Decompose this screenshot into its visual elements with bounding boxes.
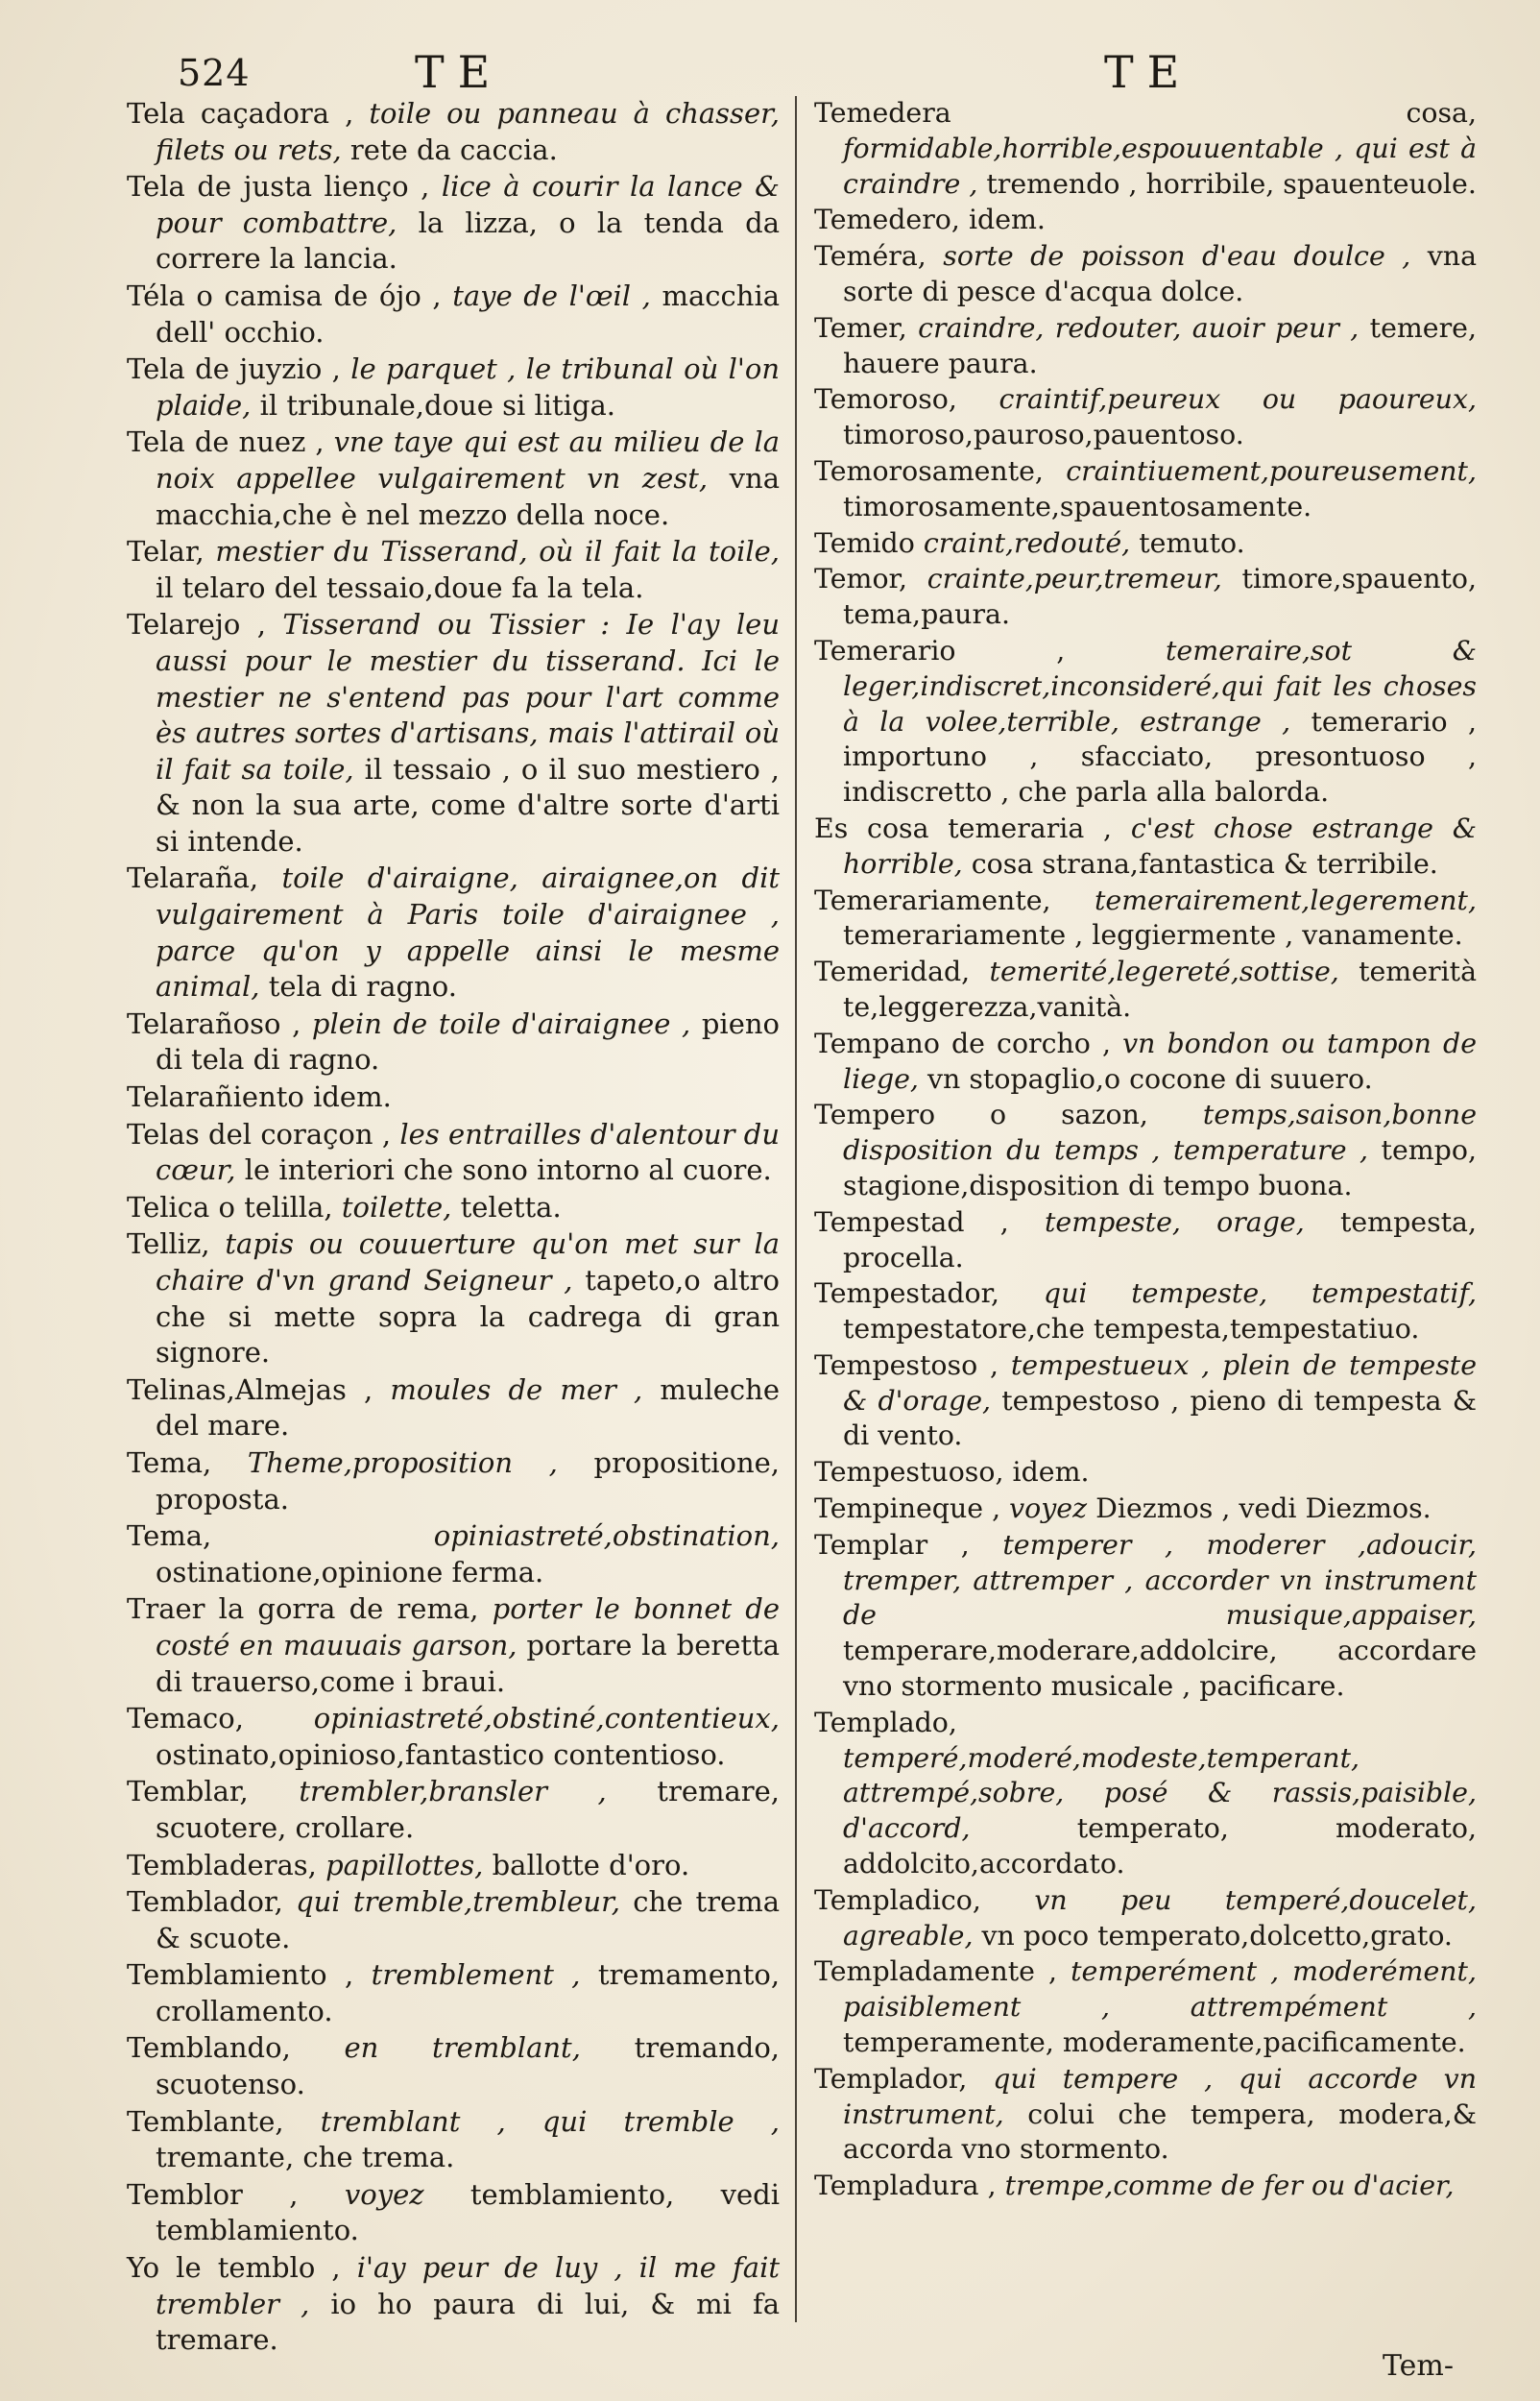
french-gloss: toilette, bbox=[341, 1190, 452, 1224]
dictionary-entry bbox=[127, 607, 780, 860]
dictionary-entry bbox=[814, 526, 1477, 562]
dictionary-entry bbox=[814, 1954, 1477, 2060]
french-gloss: trempe,comme de fer ou d'acier, bbox=[1004, 2170, 1455, 2202]
french-gloss: tremblement , bbox=[371, 1958, 581, 1992]
dictionary-entry bbox=[127, 2104, 780, 2176]
right-column bbox=[814, 96, 1477, 2205]
french-gloss: craintiuement,poureusement, bbox=[1066, 454, 1477, 487]
italian-gloss: temerità te,leggerezza,vanità. bbox=[843, 956, 1478, 1023]
dictionary-entry bbox=[814, 1492, 1477, 1527]
headword: Téla o camisa de ójo , bbox=[127, 279, 442, 312]
dictionary-entry bbox=[127, 1079, 780, 1116]
headword: Tempano de corcho , bbox=[814, 1027, 1112, 1059]
french-gloss: tapis ou couuerture qu'on met sur la chaire d'vn grand Seigneur , bbox=[156, 1227, 781, 1297]
italian-gloss: tempesta, procella. bbox=[843, 1205, 1478, 1273]
french-gloss: temps,saison,bonne disposition du temps , temperature , bbox=[843, 1099, 1477, 1167]
dictionary-entry bbox=[814, 239, 1477, 310]
french-gloss: formidable,horrible,espouuentable , qui est à craindre , bbox=[843, 132, 1477, 200]
italian-gloss: macchia dell' occhio. bbox=[156, 279, 781, 349]
italian-gloss: vna macchia,che è nel mezzo della noce. bbox=[156, 461, 780, 531]
french-gloss: vn peu temperé,doucelet, agreable, bbox=[843, 1883, 1477, 1952]
headword: Templadico, bbox=[814, 1883, 981, 1916]
headword: Telaraña, bbox=[127, 861, 259, 895]
french-gloss: Theme,proposition , bbox=[247, 1445, 558, 1479]
dictionary-entry bbox=[127, 1701, 780, 1773]
dictionary-entry bbox=[814, 884, 1477, 955]
dictionary-entry bbox=[814, 1883, 1477, 1954]
dictionary-entry bbox=[127, 1774, 780, 1846]
italian-gloss: rete da caccia. bbox=[349, 133, 558, 166]
french-gloss: temeraire,sot & leger,indiscret,inconsideré,qui fait les choses à la volee,terrible, estrange , bbox=[843, 634, 1478, 738]
italian-gloss: ostinatione,opinione ferma. bbox=[156, 1555, 544, 1589]
french-gloss: les entrailles d'alentour du cœur, bbox=[156, 1117, 781, 1187]
dictionary-entry bbox=[127, 424, 780, 533]
column-rule bbox=[795, 96, 797, 2322]
french-gloss: temperément , moderément, paisiblement , attrempément , bbox=[843, 1955, 1477, 2024]
dictionary-entry bbox=[127, 1226, 780, 1370]
running-head bbox=[0, 46, 1540, 104]
french-gloss: tempestueux , plein de tempeste & d'orage, bbox=[843, 1348, 1477, 1417]
french-gloss: craindre, redouter, auoir peur , bbox=[918, 311, 1360, 344]
french-gloss: qui tremble,trembleur, bbox=[296, 1885, 620, 1919]
headword: Temedera cosa, bbox=[814, 97, 1477, 129]
headword: Temblador, bbox=[127, 1885, 283, 1919]
italian-gloss: tremando, scuotenso. bbox=[156, 2031, 781, 2101]
dictionary-entry bbox=[814, 2062, 1477, 2168]
french-gloss: vn bondon ou tampon de liege, bbox=[843, 1027, 1477, 1095]
headword: Telar, bbox=[127, 535, 205, 569]
italian-gloss: tempestatore,che tempesta,tempestatiuo. bbox=[843, 1313, 1420, 1346]
italian-gloss: il tribunale,doue si litiga. bbox=[259, 388, 616, 422]
dictionary-entry bbox=[814, 2169, 1477, 2204]
headword: Tempineque , bbox=[814, 1492, 1001, 1525]
headword: Temorosamente, bbox=[814, 454, 1044, 487]
dictionary-entry bbox=[127, 279, 780, 351]
french-gloss: tempeste, orage, bbox=[1045, 1205, 1305, 1238]
french-gloss: taye de l'œil , bbox=[452, 279, 651, 312]
dictionary-entry bbox=[127, 861, 780, 1005]
french-gloss: papillottes, bbox=[325, 1848, 484, 1881]
italian-gloss: temere, hauere paura. bbox=[843, 311, 1477, 379]
dictionary-entry bbox=[127, 2177, 780, 2249]
headword: Yo le temblo , bbox=[127, 2251, 341, 2285]
french-gloss: toile ou panneau à chasser, filets ou rets, bbox=[156, 97, 780, 166]
french-gloss: sorte de poisson d'eau doulce , bbox=[943, 240, 1411, 273]
french-gloss: tremblant , qui tremble , bbox=[320, 2104, 780, 2138]
french-gloss: opiniastreté,obstiné,contentieux, bbox=[313, 1702, 780, 1735]
italian-gloss: vn poco temperato,dolcetto,grato. bbox=[981, 1919, 1453, 1952]
headword: Templadura , bbox=[814, 2170, 997, 2202]
page-number: 524 bbox=[178, 52, 251, 94]
italian-gloss: il telaro del tessaio,doue fa la tela. bbox=[156, 570, 644, 604]
dictionary-entry bbox=[814, 1205, 1477, 1276]
italian-gloss: il tessaio , o il suo mestiero , & non la sua arte, come d'altre sorte d'arti si intende. bbox=[156, 752, 781, 858]
dictionary-entry bbox=[127, 1006, 780, 1079]
italian-gloss: portare la beretta di trauerso,come i braui. bbox=[156, 1628, 780, 1698]
italian-gloss: io ho paura di lui, & mi fa tremare. bbox=[156, 2287, 780, 2357]
headword: Temido bbox=[814, 526, 915, 559]
dictionary-entry bbox=[814, 203, 1477, 238]
french-gloss: moules de mer , bbox=[390, 1372, 643, 1406]
french-gloss: temperer , moderer ,adoucir, tremper, attremper , accorder vn instrument de musique,appaiser, bbox=[843, 1528, 1477, 1632]
headword: Tela de justa lienço , bbox=[127, 170, 430, 204]
french-gloss: qui tempere , qui accorde vn instrument, bbox=[843, 2062, 1477, 2130]
italian-gloss: temperato, moderato, addolcito,accordato. bbox=[843, 1812, 1477, 1880]
french-gloss: i'ay peur de luy , il me fait trembler , bbox=[156, 2251, 781, 2320]
headword: Tempero o sazon, bbox=[814, 1099, 1148, 1131]
headword: Temblante, bbox=[127, 2104, 284, 2138]
dictionary-entry bbox=[127, 1190, 780, 1226]
italian-gloss: propositione, proposta. bbox=[156, 1445, 781, 1516]
headword: Tela de nuez , bbox=[127, 425, 325, 459]
dictionary-entry bbox=[814, 1098, 1477, 1203]
headword: Tema, bbox=[127, 1519, 212, 1553]
french-gloss: voyez bbox=[344, 2177, 424, 2211]
french-gloss: Tisserand ou Tissier : Ie l'ay leu aussi pour le mestier du tisserand. Ici le mestier ne s'entend pas pour l'art comme ès autres sortes d'artisans, mais l'attirail où il fait sa toile, bbox=[156, 608, 781, 786]
running-head-left: TE bbox=[415, 46, 504, 98]
dictionary-entry bbox=[127, 1957, 780, 2029]
dictionary-entry bbox=[814, 1706, 1477, 1882]
headword: Temedero, bbox=[814, 204, 960, 236]
dictionary-entry bbox=[127, 1372, 780, 1444]
french-gloss: temerité,legereté,sottise, bbox=[989, 956, 1339, 988]
french-gloss: trembler,bransler , bbox=[299, 1775, 607, 1808]
headword: Telarañoso , bbox=[127, 1006, 301, 1040]
french-gloss: mestier du Tisserand, où il fait la toile, bbox=[215, 535, 781, 569]
italian-gloss: tremamento, crollamento. bbox=[156, 1958, 781, 2027]
italian-gloss: colui che tempera, modera,& accorda vno stormento. bbox=[843, 2098, 1477, 2166]
headword: Telas del coraçon , bbox=[127, 1117, 392, 1151]
headword: Temer, bbox=[814, 311, 907, 344]
italian-gloss: temerariamente , leggiermente , vanamente. bbox=[843, 919, 1463, 952]
french-gloss: c'est chose estrange & horrible, bbox=[843, 812, 1477, 880]
french-gloss: en tremblant, bbox=[344, 2031, 581, 2065]
catchword: Tem- bbox=[1383, 2349, 1455, 2383]
french-gloss: temperé,moderé,modeste,temperant, attrempé,sobre, posé & rassis,paisible, d'accord, bbox=[843, 1741, 1477, 1845]
italian-gloss: timorosamente,spauentosamente. bbox=[843, 490, 1312, 522]
dictionary-entry bbox=[814, 454, 1477, 525]
italian-gloss: temblamiento, vedi temblamiento. bbox=[156, 2177, 780, 2247]
headword: Temoroso, bbox=[814, 383, 957, 416]
dictionary-entry bbox=[127, 1518, 780, 1590]
dictionary-entry bbox=[814, 1455, 1477, 1491]
italian-gloss: temperare,moderare,addolcire, accordare vno stormento musicale , pacificare. bbox=[843, 1635, 1477, 1703]
italian-gloss: tremendo , horribile, spauenteuole. bbox=[986, 167, 1477, 200]
french-gloss: vne taye qui est au milieu de la noix appellee vulgairement vn zest, bbox=[156, 425, 781, 495]
dictionary-entry bbox=[127, 2030, 780, 2102]
dictionary-entry bbox=[814, 96, 1477, 202]
dictionary-entry bbox=[127, 1848, 780, 1884]
headword: Temerario , bbox=[814, 634, 1066, 667]
dictionary-entry bbox=[814, 1027, 1477, 1098]
headword: Temblar, bbox=[127, 1775, 249, 1808]
french-gloss: voyez bbox=[1009, 1492, 1088, 1525]
running-head-right: TE bbox=[1104, 46, 1193, 98]
italian-gloss: la lizza, o la tenda da correre la lancia. bbox=[156, 206, 780, 276]
italian-gloss: tempestoso , pieno di tempesta & di vento. bbox=[843, 1384, 1477, 1452]
headword: Temeridad, bbox=[814, 956, 971, 988]
italian-gloss: tempo, stagione,disposition di tempo buona. bbox=[843, 1134, 1477, 1201]
italian-gloss: idem. bbox=[968, 204, 1046, 236]
headword: Temor, bbox=[814, 563, 908, 595]
italian-gloss: che trema & scuote. bbox=[156, 1885, 781, 1954]
headword: Tela de juyzio , bbox=[127, 352, 341, 386]
french-gloss: craintif,peureux ou paoureux, bbox=[999, 383, 1477, 416]
italian-gloss: teletta. bbox=[460, 1190, 562, 1224]
italian-gloss: idem. bbox=[313, 1080, 392, 1114]
french-gloss: le parquet , le tribunal où l'on plaide, bbox=[156, 352, 781, 422]
headword: Telarañiento bbox=[127, 1080, 304, 1114]
italian-gloss: tremare, scuotere, crollare. bbox=[156, 1775, 781, 1844]
headword: Teméra, bbox=[814, 240, 926, 273]
italian-gloss: temerario , importuno , sfacciato, presontuoso , indiscretto , che parla alla balorda. bbox=[843, 705, 1477, 809]
italian-gloss: ostinato,opinioso,fantastico contentioso. bbox=[156, 1737, 726, 1771]
dictionary-entry bbox=[814, 562, 1477, 633]
italian-gloss: temperamente, moderamente,pacificamente. bbox=[843, 2026, 1466, 2059]
italian-gloss: timoroso,pauroso,pauentoso. bbox=[843, 419, 1244, 451]
dictionary-entry bbox=[127, 169, 780, 278]
italian-gloss: ballotte d'oro. bbox=[492, 1848, 690, 1881]
dictionary-entry bbox=[127, 2250, 780, 2359]
headword: Telliz, bbox=[127, 1227, 210, 1261]
dictionary-entry bbox=[814, 955, 1477, 1026]
headword: Temblando, bbox=[127, 2031, 291, 2065]
italian-gloss: le interiori che sono intorno al cuore. bbox=[244, 1153, 772, 1187]
headword: Tempestoso , bbox=[814, 1348, 999, 1381]
dictionary-entry bbox=[127, 534, 780, 606]
dictionary-entry bbox=[127, 1445, 780, 1517]
french-gloss: toile d'airaigne, airaignee,on dit vulgairement à Paris toile d'airaignee , parce qu'on y appelle ainsi le mesme animal, bbox=[156, 861, 780, 1004]
dictionary-entry bbox=[127, 352, 780, 424]
italian-gloss: temuto. bbox=[1139, 526, 1245, 559]
dictionary-entry bbox=[814, 382, 1477, 453]
italian-gloss: Diezmos , vedi Diezmos. bbox=[1095, 1492, 1432, 1525]
italian-gloss: idem. bbox=[1012, 1456, 1090, 1489]
headword: Tempestad , bbox=[814, 1205, 1009, 1238]
headword: Tema, bbox=[127, 1445, 212, 1479]
french-gloss: qui tempeste, tempestatif, bbox=[1043, 1277, 1477, 1310]
italian-gloss: tremante, che trema. bbox=[156, 2141, 455, 2174]
headword: Telarejo , bbox=[127, 608, 266, 642]
italian-gloss: timore,spauento, tema,paura. bbox=[843, 563, 1477, 631]
french-gloss: crainte,peur,tremeur, bbox=[926, 563, 1222, 595]
headword: Tela caçadora , bbox=[127, 97, 354, 130]
headword: Temblor , bbox=[127, 2177, 299, 2211]
dictionary-entry bbox=[127, 1117, 780, 1189]
headword: Templar , bbox=[814, 1528, 970, 1561]
headword: Templado, bbox=[814, 1706, 957, 1738]
headword: Templadamente , bbox=[814, 1955, 1058, 1988]
french-gloss: plein de toile d'airaignee , bbox=[311, 1006, 691, 1040]
headword: Telinas,Almejas , bbox=[127, 1372, 373, 1406]
italian-gloss: cosa strana,fantastica & terribile. bbox=[971, 847, 1438, 880]
headword: Templador, bbox=[814, 2062, 968, 2095]
italian-gloss: vna sorte di pesce d'acqua dolce. bbox=[843, 240, 1478, 307]
left-column bbox=[127, 96, 780, 2360]
headword: Es cosa temeraria , bbox=[814, 812, 1113, 844]
italian-gloss: vn stopaglio,o cocone di suuero. bbox=[927, 1062, 1373, 1095]
french-gloss: lice à courir la lance & pour combattre, bbox=[156, 170, 780, 239]
french-gloss: craint,redouté, bbox=[923, 526, 1131, 559]
italian-gloss: pieno di tela di ragno. bbox=[156, 1006, 780, 1077]
headword: Telica o telilla, bbox=[127, 1190, 333, 1224]
dictionary-entry bbox=[814, 1276, 1477, 1347]
dictionary-entry bbox=[814, 812, 1477, 883]
dictionary-entry bbox=[127, 96, 780, 168]
dictionary-entry bbox=[127, 1591, 780, 1700]
headword: Temaco, bbox=[127, 1702, 244, 1735]
headword: Tempestador, bbox=[814, 1277, 1000, 1310]
dictionary-entry bbox=[814, 311, 1477, 382]
dictionary-entry bbox=[127, 1884, 780, 1956]
headword: Tembladeras, bbox=[127, 1848, 317, 1881]
headword: Temerariamente, bbox=[814, 884, 1051, 916]
dictionary-entry bbox=[814, 634, 1477, 811]
french-gloss: opiniastreté,obstination, bbox=[433, 1519, 780, 1553]
headword: Traer la gorra de rema, bbox=[127, 1592, 479, 1626]
headword: Temblamiento , bbox=[127, 1958, 354, 1992]
french-gloss: porter le bonnet de costé en mauuais garson, bbox=[156, 1592, 781, 1661]
italian-gloss: tapeto,o altro che si mette sopra la cadrega di gran signore. bbox=[156, 1264, 780, 1370]
headword: Tempestuoso, bbox=[814, 1456, 1004, 1489]
dictionary-entry bbox=[814, 1528, 1477, 1705]
dictionary-entry bbox=[814, 1348, 1477, 1454]
french-gloss: temerairement,legerement, bbox=[1095, 884, 1477, 916]
italian-gloss: tela di ragno. bbox=[268, 970, 457, 1004]
italian-gloss: muleche del mare. bbox=[156, 1372, 781, 1443]
